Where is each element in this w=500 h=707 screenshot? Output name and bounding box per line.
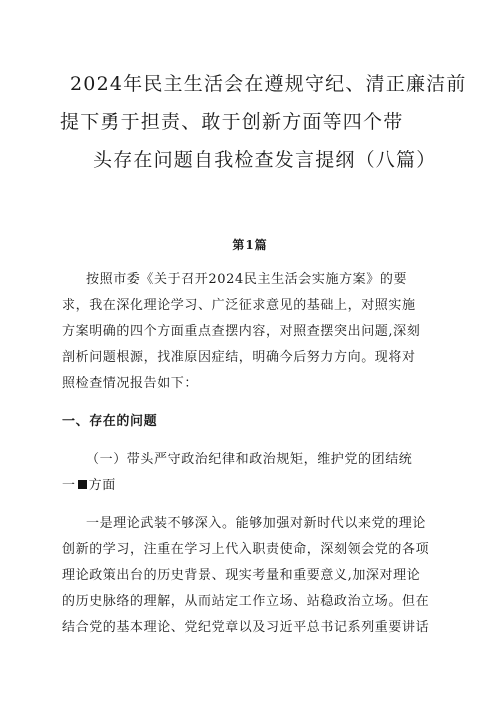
body-line-3: 理论政策出台的历史背景、现实考量和重要意义,加深对理论 xyxy=(62,568,421,583)
section-label: 第1篇 xyxy=(232,238,268,252)
body-line-4: 的历史脉络的理解，从而站定工作立场、站稳政治立场。但在 xyxy=(62,594,430,609)
intro-line-2: 求，我在深化理论学习、广泛征求意见的基础上，对照实施 xyxy=(62,298,416,313)
body-line-1: 一是理论武装不够深入。能够加强对新时代以来党的理论 xyxy=(86,516,427,531)
body-line-5: 结合党的基本理论、党纪党章以及习近平总书记系列重要讲话 xyxy=(62,620,430,635)
section-heading: 一、存在的问题 xyxy=(62,414,158,429)
title-line-1: 2024年民主生活会在遵规守纪、清正廉洁前 xyxy=(70,73,467,95)
title-line-3: 头存在问题自我检查发言提纲（八篇） xyxy=(93,149,437,171)
subheading-text-a: 一 xyxy=(62,478,76,493)
subheading-line-1: （一）带头严守政治纪律和政治规矩，维护党的团结统 xyxy=(86,452,413,467)
subheading-text-b: 方面 xyxy=(88,478,116,493)
title-line-2: 提下勇于担责、敢于创新方面等四个带 xyxy=(60,111,404,133)
black-square-icon xyxy=(78,480,87,489)
body-line-2: 创新的学习，注重在学习上代入职责使命，深刻领会党的各项 xyxy=(62,542,430,557)
intro-line-4: 剖析问题根源，找准原因症结，明确今后努力方向。现将对 xyxy=(62,350,416,365)
subheading-line-2 xyxy=(62,474,116,493)
intro-line-1: 按照市委《关于召开2024民主生活会实施方案》的要 xyxy=(86,272,408,287)
intro-line-3: 方案明确的四个方面重点查摆内容，对照查摆突出问题,深刻 xyxy=(62,324,421,339)
intro-line-5: 照检查情况报告如下： xyxy=(62,376,199,391)
